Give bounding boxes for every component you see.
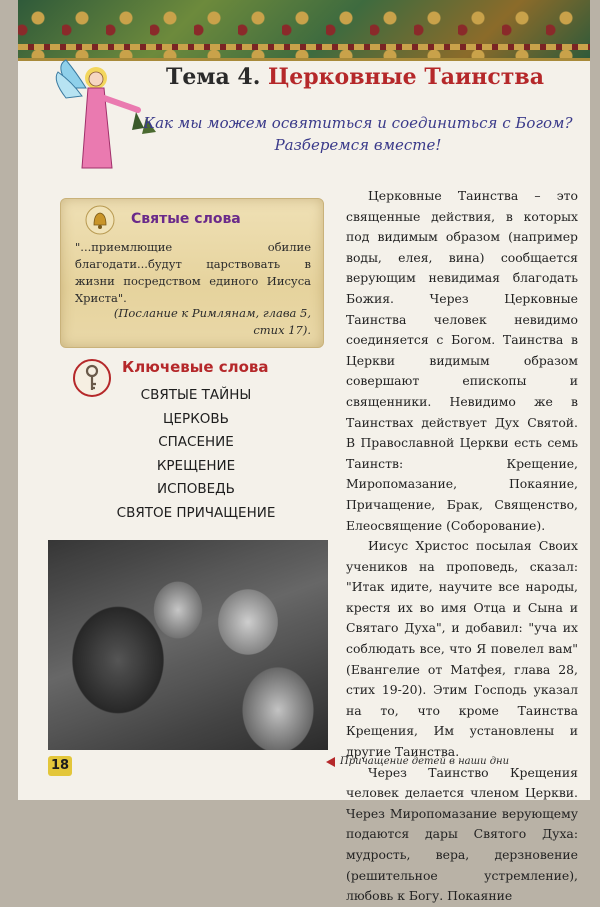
subtitle-line-1: Как мы можем освятиться и соединиться с Богом? — [143, 114, 573, 132]
title-prefix: Тема 4. — [166, 64, 261, 90]
photo-caption: Причащение детей в наши дни — [340, 756, 510, 767]
page-title — [166, 64, 544, 90]
caption-arrow-icon — [326, 757, 335, 767]
holy-words-quote: "...приемлющие обилие благодати...будут царствовать в жизни посредством единого Иисуса Христа". — [75, 240, 311, 305]
key-word-item: СПАСЕНИЕ — [158, 434, 234, 451]
ornamental-border — [18, 0, 590, 61]
body-paragraph: Иисус Христос посылая Своих учеников на проповедь, сказал: "Итак идите, научите все народы, крестя их во имя Отца и Сына и Святаго Духа", и добавил: "уча их соблюдать все, что Я повелел вам" (Евангелие от Матфея, глава 28, стих 19-20). Этим Господь указал на то, что кроме Таинства Крещения, Им установлены и другие Таинства. — [346, 538, 578, 760]
key-word-item: ИСПОВЕДЬ — [157, 481, 235, 498]
body-text-column — [346, 186, 578, 907]
key-word-item: СВЯТЫЕ ТАЙНЫ — [140, 387, 252, 403]
holy-words-heading: Святые слова — [131, 211, 241, 227]
key-words-list — [72, 384, 320, 526]
communion-photo — [48, 540, 328, 750]
body-paragraph: Церковные Таинства – это священные действия, в которых под видимым образом (например воды, елея, вина) сообщается верующим невидимая благодать Божия. Через Церковные Таинства человек невидимо соединяется с Богом. Таинства в Церкви видимым образом совершают епископы и священники. Невидимо же в Таинствах действует Дух Святой. В Православной Церкви есть семь Таинств: Крещение, Миропомазание, Покаяние, Причащение, Брак, Священство, Елеосвящение (Соборование). — [346, 188, 578, 533]
bell-icon — [83, 205, 117, 235]
key-word-item: КРЕЩЕНИЕ — [156, 457, 236, 474]
page-number: 18 — [48, 756, 72, 776]
title-main: Церковные Таинства — [268, 64, 544, 90]
key-word-item: СВЯТОЕ ПРИЧАЩЕНИЕ — [116, 504, 276, 521]
page-subtitle — [138, 112, 578, 156]
body-paragraph: Через Таинство Крещения человек делается членом Церкви. Через Миропомазание верующему подаются дары Святого Духа: мудрость, вера, дерзновение (решительное устремление), любовь к Богу. Покаяние — [346, 764, 578, 904]
holy-words-source: (Послание к Римлянам, глава 5, стих 17). — [113, 306, 311, 337]
holy-words-scroll — [60, 198, 324, 348]
book-page — [18, 0, 590, 904]
key-word-item: ЦЕРКОВЬ — [163, 410, 229, 427]
key-words-heading: Ключевые слова — [122, 358, 269, 376]
subtitle-line-2: Разберемся вместе! — [274, 136, 442, 154]
